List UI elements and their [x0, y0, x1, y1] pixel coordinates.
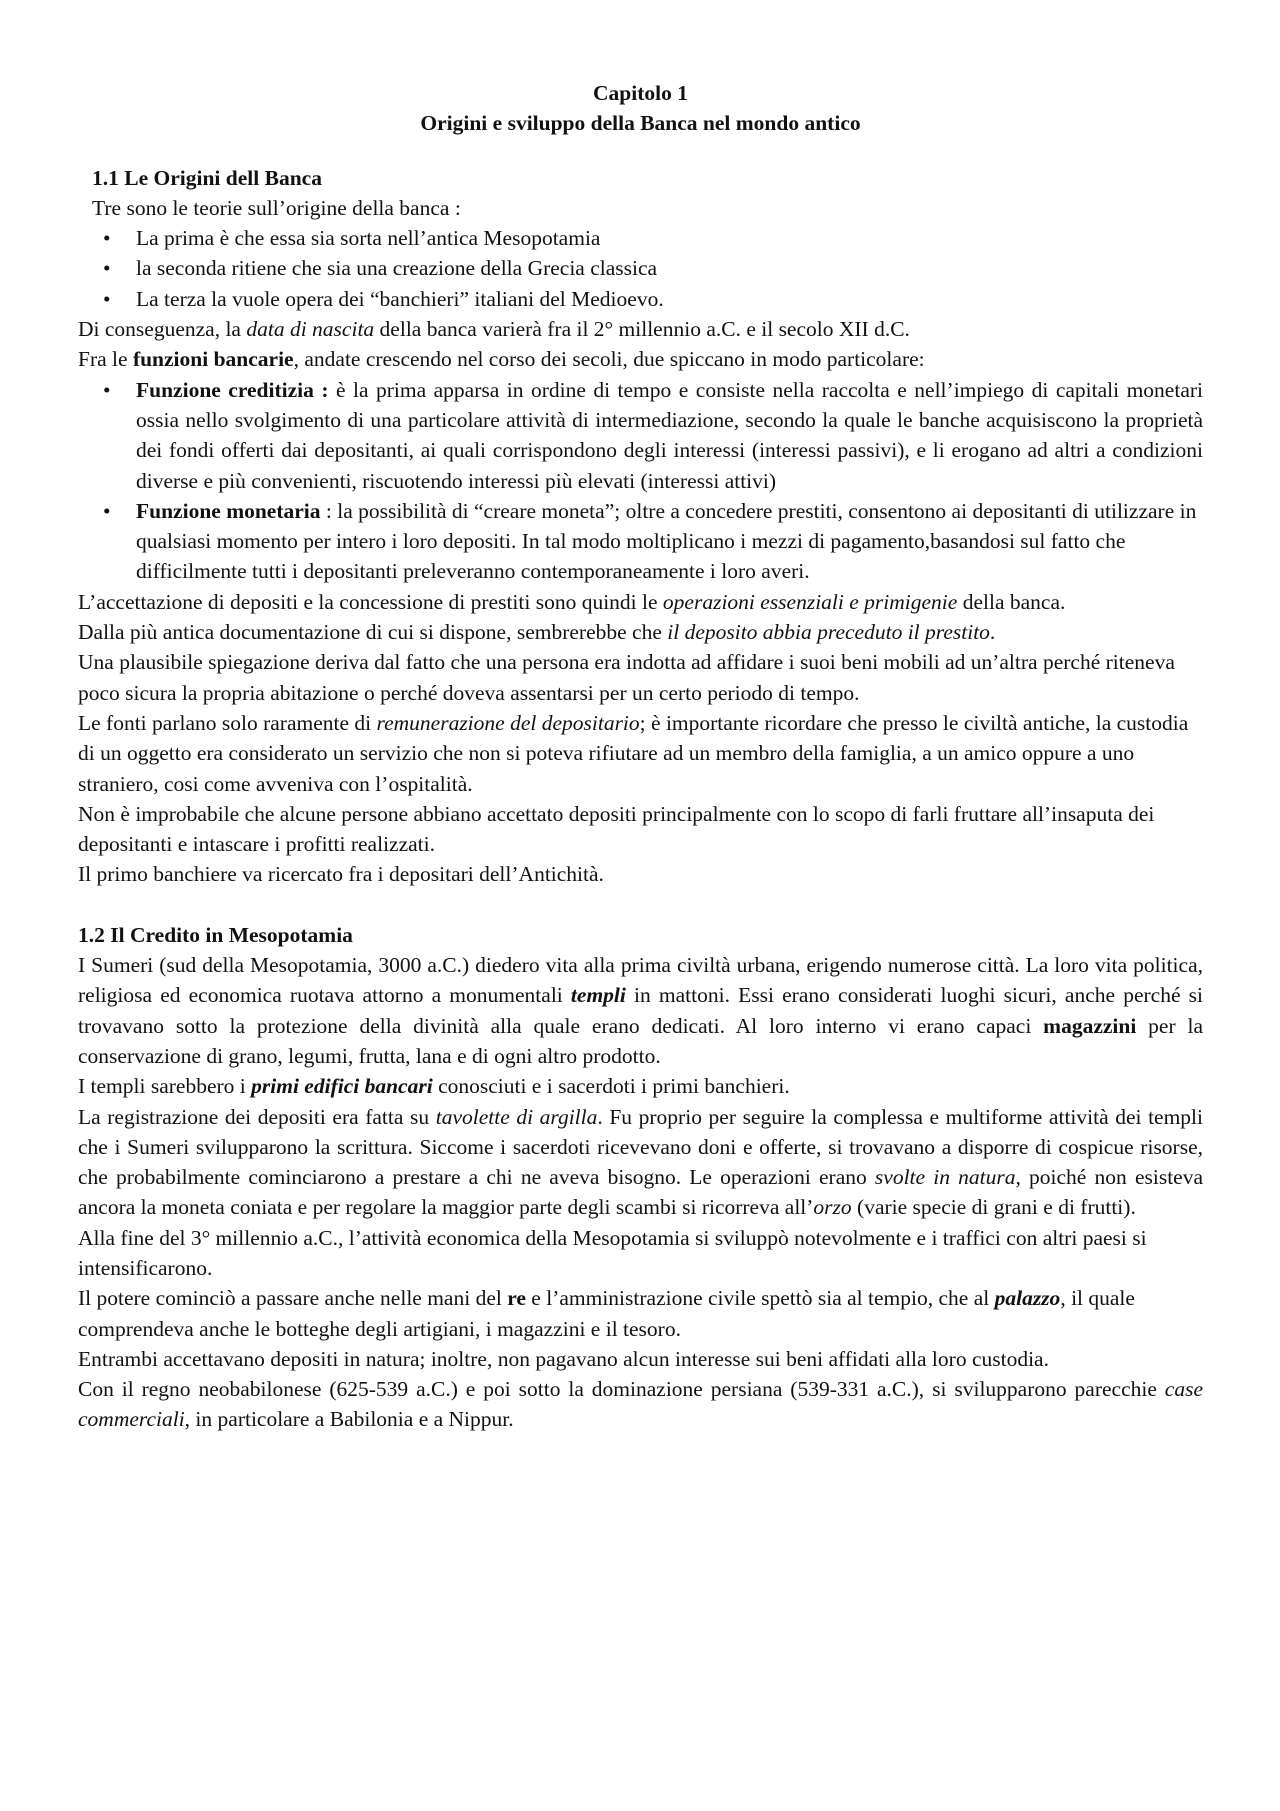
paragraph-end-millennium: Alla fine del 3° millennio a.C., l’attività economica della Mesopotamia si sviluppò notevolmente e i traffici con altri paesi si intensificarono.	[78, 1225, 1147, 1280]
paragraph-operations: L’accettazione di depositi e la concessione di prestiti sono quindi le operazioni essenziali e primigenie della banca.	[78, 589, 1066, 614]
list-item: • La prima è che essa sia sorta nell’antica Mesopotamia	[78, 223, 1203, 253]
theories-intro: Tre sono le teorie sull’origine della banca :	[92, 195, 461, 220]
paragraph-functions-intro: Fra le funzioni bancarie, andate crescendo nel corso dei secoli, due spiccano in modo particolare:	[78, 347, 925, 372]
document-page	[78, 78, 1203, 1435]
paragraph-registration: La registrazione dei depositi era fatta su tavolette di argilla. Fu proprio per seguire la complessa e multiforme attività dei templi che i Sumeri svilupparono la scrittura. Siccome i sacerdoti ricevevano doni e offerte, si trovavano a disporre di cospicue risorse, che probabilmente cominciarono a prestare a chi ne aveva bisogno. Le operazioni erano svolte in natura, poiché non esisteva ancora la moneta coniata e per regolare la maggior parte degli scambi si ricorreva all’orzo (varie specie di grani e di frutti).	[78, 1104, 1204, 1220]
chapter-title: Origini e sviluppo della Banca nel mondo antico	[420, 111, 861, 136]
functions-list	[78, 375, 1203, 587]
paragraph-deposits: Non è improbabile che alcune persone abbiano accettato depositi principalmente con lo scopo di farli fruttare all’insaputa dei depositanti e intascare i profitti realizzati.	[78, 801, 1155, 857]
paragraph-both: Entrambi accettavano depositi in natura; inoltre, non pagavano alcun interesse sui beni affidati alla loro custodia.	[78, 1346, 1049, 1371]
paragraph-temples: I templi sarebbero i primi edifici bancari conosciuti e i sacerdoti i primi banchieri.	[78, 1074, 790, 1099]
paragraph-date: Di conseguenza, la data di nascita della banca varierà fra il 2° millennio a.C. e il secolo XII d.C.	[78, 317, 910, 342]
list-item: • la seconda ritiene che sia una creazione della Grecia classica	[78, 253, 1203, 283]
chapter-header	[78, 78, 1203, 139]
paragraph-power: Il potere cominciò a passare anche nelle mani del re e l’amministrazione civile spettò sia al tempio, che al palazzo, il quale comprendeva anche le botteghe degli artigiani, i magazzini e il tesoro.	[78, 1286, 1135, 1341]
paragraph-neobabylonian: Con il regno neobabilonese (625-539 a.C.) e poi sotto la dominazione persiana (539-331 a.C.), si svilupparono parecchie case commerciali, in particolare a Babilonia e a Nippur.	[78, 1377, 1203, 1432]
paragraph-sumerians: I Sumeri (sud della Mesopotamia, 3000 a.C.) diedero vita alla prima civiltà urbana, erigendo numerose città. La loro vita politica, religiosa ed economica ruotava attorno a monumentali templi in mattoni. Essi erano considerati luoghi sicuri, anche perché si trovavano sotto la protezione della divinità alla quale erano dedicati. Al loro interno vi erano capaci magazzini per la conservazione di grano, legumi, frutta, lana e di ogni altro prodotto.	[78, 953, 1203, 1068]
section-gap	[78, 890, 1203, 920]
list-item: • La terza la vuole opera dei “banchieri” italiani del Medioevo.	[78, 284, 1203, 314]
paragraph-sources: Le fonti parlano solo raramente di remunerazione del depositario; è importante ricordare che presso le civiltà antiche, la custodia di un oggetto era considerato un servizio che non si poteva rifiutare ad un membro della famiglia, a un amico oppure a uno straniero, cosi come avveniva con l’ospitalità.	[78, 710, 1189, 796]
theories-list	[78, 223, 1203, 314]
section-1-2-heading: 1.2 Il Credito in Mesopotamia	[78, 922, 353, 947]
paragraph-documentation: Dalla più antica documentazione di cui si dispone, sembrerebbe che il deposito abbia preceduto il prestito.	[78, 620, 996, 645]
list-item: • Funzione creditizia : è la prima apparsa in ordine di tempo e consiste nella raccolta e nell’impiego di capitali monetari ossia nello svolgimento di una particolare attività di intermediazione, secondo la quale le banche acquisiscono la proprietà dei fondi offerti dai depositanti, ai quali corrispondono degli interessi (interessi passivi), e li erogano ad altri a condizioni diverse e più convenienti, riscuotendo interessi più elevati (interessi attivi)	[78, 375, 1203, 496]
section-1-1-heading: 1.1 Le Origini dell Banca	[92, 165, 322, 190]
chapter-label: Capitolo 1	[593, 81, 688, 105]
paragraph-first-banker: Il primo banchiere va ricercato fra i depositari dell’Antichità.	[78, 862, 604, 887]
list-item: • Funzione monetaria : la possibilità di “creare moneta”; oltre a concedere prestiti, consentono ai depositanti di utilizzare in qualsiasi momento per intero i loro depositi. In tal modo moltiplicano i mezzi di pagamento,basandosi sul fatto che difficilmente tutti i depositanti preleveranno contemporaneamente i loro averi.	[78, 496, 1203, 587]
paragraph-explanation: Una plausibile spiegazione deriva dal fatto che una persona era indotta ad affidare i suoi beni mobili ad un’altra perché riteneva poco sicura la propria abitazione o perché doveva assentarsi per un certo periodo di tempo.	[78, 650, 1175, 705]
